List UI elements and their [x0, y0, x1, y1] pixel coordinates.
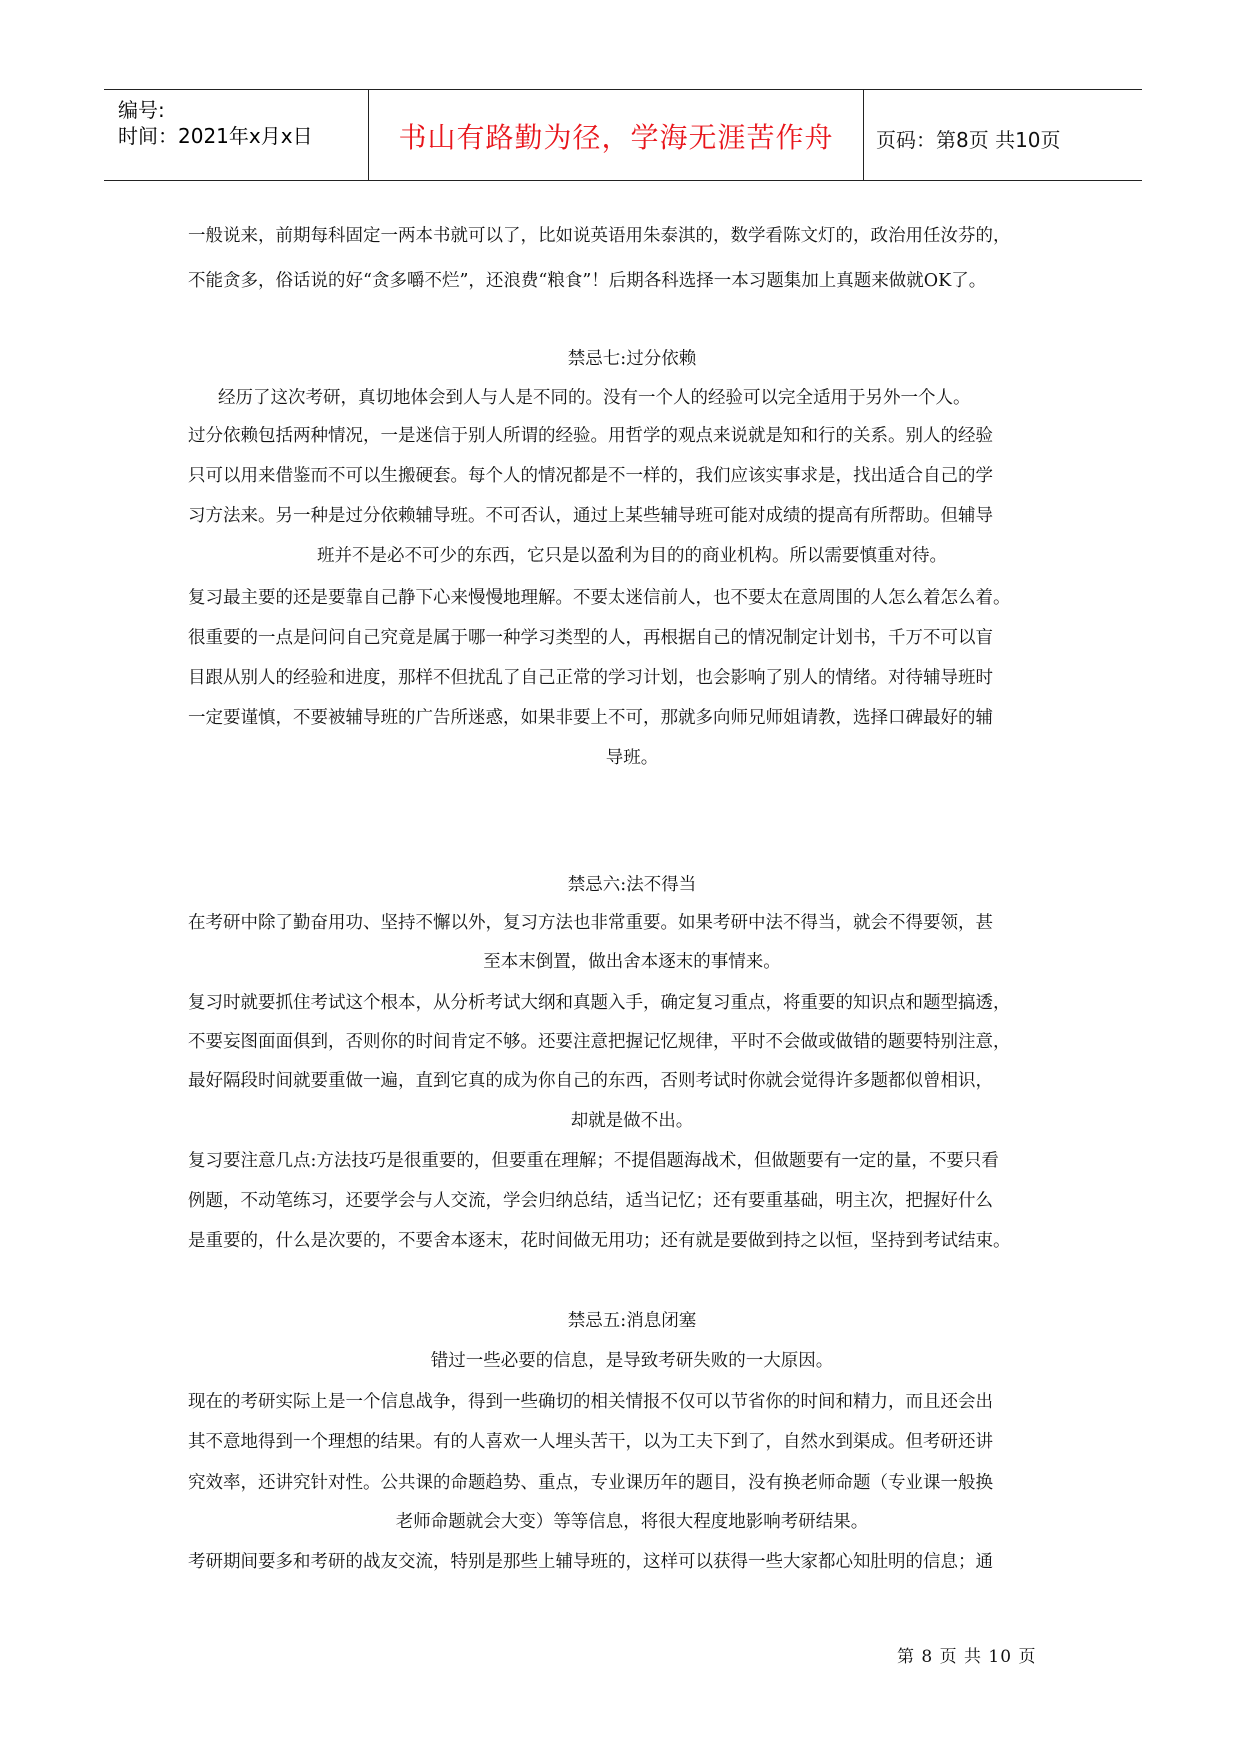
- text-line: 班并不是必不可少的东西，它只是以盈利为目的的商业机构。所以需要慎重对待。: [317, 546, 947, 566]
- text-line: 习方法来。另一种是过分依赖辅导班。不可否认，通过上某些辅导班可能对成绩的提高有所帮助。但辅导: [188, 506, 993, 526]
- section-heading: 禁忌五:消息闭塞: [567, 1311, 697, 1331]
- page-footer: 第 8 页 共 10 页: [897, 1647, 1037, 1667]
- text-line: 经历了这次考研，真切地体会到人与人是不同的。没有一个人的经验可以完全适用于另外一个人。: [218, 388, 971, 408]
- document-time-label: 时间：2021年x月x日: [118, 124, 313, 148]
- text-line: 一定要谨慎，不要被辅导班的广告所迷惑，如果非要上不可，那就多向师兄师姐请教，选择口碑最好的辅: [188, 708, 993, 728]
- text-line: 目跟从别人的经验和进度，那样不但扰乱了自己正常的学习计划，也会影响了别人的情绪。对待辅导班时: [188, 668, 993, 688]
- text-line: 老师命题就会大变）等等信息，将很大程度地影响考研结果。: [395, 1512, 869, 1532]
- text-line: 复习时就要抓住考试这个根本，从分析考试大纲和真题入手，确定复习重点，将重要的知识点和题型搞透，: [188, 993, 1011, 1013]
- text-line: 一般说来，前期每科固定一两本书就可以了，比如说英语用朱泰淇的，数学看陈文灯的，政治用任汝芬的，: [188, 226, 1011, 246]
- text-line: 只可以用来借鉴而不可以生搬硬套。每个人的情况都是不一样的，我们应该实事求是，找出适合自己的学: [188, 466, 993, 486]
- section-heading: 禁忌六:法不得当: [567, 875, 697, 895]
- section-heading: 禁忌七:过分依赖: [567, 349, 697, 369]
- header-page-cell: [864, 90, 1142, 180]
- text-line: 错过一些必要的信息，是导致考研失败的一大原因。: [430, 1351, 834, 1371]
- text-line: 在考研中除了勤奋用功、坚持不懈以外，复习方法也非常重要。如果考研中法不得当，就会不得要领，甚: [188, 913, 993, 933]
- text-line: 至本末倒置，做出舍本逐末的事情来。: [483, 952, 781, 972]
- text-line: 复习要注意几点:方法技巧是很重要的，但要重在理解；不提倡题海战术，但做题要有一定的量，不要只看: [188, 1151, 999, 1171]
- text-line: 现在的考研实际上是一个信息战争，得到一些确切的相关情报不仅可以节省你的时间和精力，而且还会出: [188, 1392, 993, 1412]
- text-line: 导班。: [605, 748, 659, 768]
- page-header: [104, 89, 1142, 181]
- header-page-code: 页码：第8页 共10页: [876, 128, 1061, 152]
- text-line: 不要妄图面面俱到，否则你的时间肯定不够。还要注意把握记忆规律，平时不会做或做错的题要特别注意，: [188, 1032, 1011, 1052]
- text-line: 其不意地得到一个理想的结果。有的人喜欢一人埋头苦干，以为工夫下到了，自然水到渠成。但考研还讲: [188, 1432, 993, 1452]
- text-line: 复习最主要的还是要靠自己静下心来慢慢地理解。不要太迷信前人，也不要太在意周围的人怎么着怎么着。: [188, 588, 1011, 608]
- header-motto: 书山有路勤为径，学海无涯苦作舟: [398, 121, 834, 154]
- text-line: 例题，不动笔练习，还要学会与人交流，学会归纳总结，适当记忆；还有要重基础，明主次，把握好什么: [188, 1191, 993, 1211]
- text-line: 不能贪多，俗话说的好“贪多嚼不烂”，还浪费“粮食”！后期各科选择一本习题集加上真题来做就OK了。: [188, 271, 987, 291]
- text-line: 过分依赖包括两种情况，一是迷信于别人所谓的经验。用哲学的观点来说就是知和行的关系。别人的经验: [188, 426, 993, 446]
- document-number-label: 编号:: [118, 98, 165, 122]
- text-line: 却就是做不出。: [570, 1111, 694, 1131]
- text-line: 是重要的，什么是次要的，不要舍本逐末，花时间做无用功；还有就是要做到持之以恒，坚持到考试结束。: [188, 1231, 1011, 1251]
- header-meta-cell: [104, 90, 369, 180]
- text-line: 究效率，还讲究针对性。公共课的命题趋势、重点，专业课历年的题目，没有换老师命题（专业课一般换: [188, 1473, 993, 1493]
- text-line: 最好隔段时间就要重做一遍，直到它真的成为你自己的东西，否则考试时你就会觉得许多题都似曾相识，: [188, 1071, 993, 1091]
- text-line: 考研期间要多和考研的战友交流，特别是那些上辅导班的，这样可以获得一些大家都心知肚明的信息；通: [188, 1552, 993, 1572]
- header-motto-cell: [369, 90, 864, 180]
- text-line: 很重要的一点是问问自己究竟是属于哪一种学习类型的人，再根据自己的情况制定计划书，千万不可以盲: [188, 628, 993, 648]
